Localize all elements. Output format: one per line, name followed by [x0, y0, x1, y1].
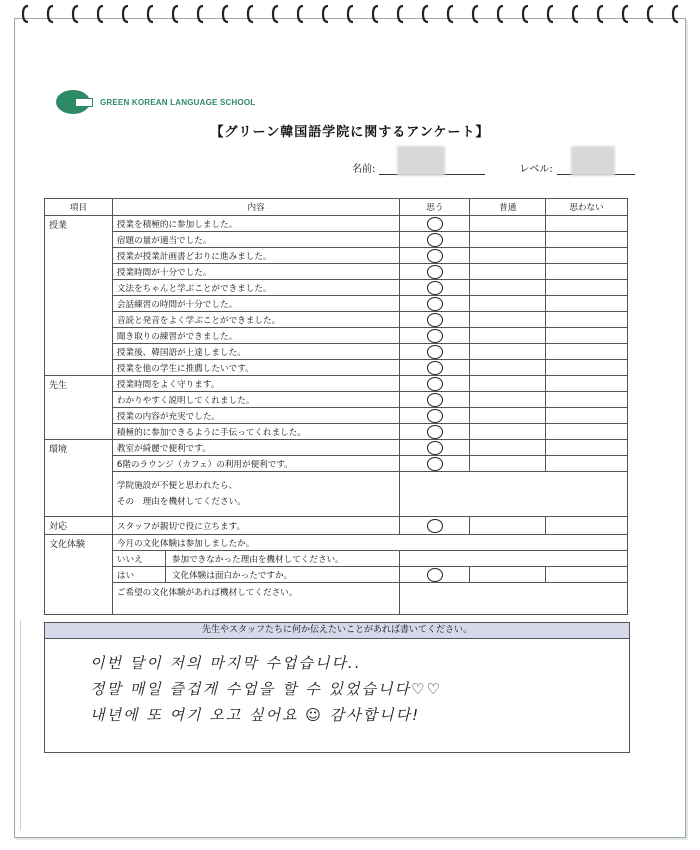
- row-text: 聞き取りの練習ができました。: [112, 328, 400, 344]
- circle-mark: [427, 233, 443, 247]
- culture-yes-row: [112, 567, 400, 583]
- agree-cell[interactable]: [400, 216, 470, 232]
- disagree-cell[interactable]: [546, 392, 628, 408]
- row-text: 授業を積極的に参加しました。: [112, 216, 400, 232]
- category-service: 対応: [45, 517, 113, 535]
- row-text: 授業時間が十分でした。: [112, 264, 400, 280]
- disagree-cell[interactable]: [546, 517, 628, 535]
- agree-cell[interactable]: [400, 517, 470, 535]
- row-text: 音読と発音をよく学ぶことができました。: [112, 312, 400, 328]
- culture-no-answer[interactable]: [400, 551, 628, 567]
- col-header-agree: 思う: [400, 199, 470, 216]
- col-header-disagree: 思わない: [546, 199, 628, 216]
- neutral-cell[interactable]: [470, 392, 546, 408]
- agree-cell[interactable]: [400, 424, 470, 440]
- page-edge-line: [20, 620, 21, 830]
- spiral-binding: [22, 2, 682, 28]
- disagree-cell[interactable]: [546, 408, 628, 424]
- agree-cell[interactable]: [400, 456, 470, 472]
- row-text: 宿題の量が適当でした。: [112, 232, 400, 248]
- table-row: [45, 296, 628, 312]
- disagree-cell[interactable]: [546, 567, 628, 583]
- disagree-cell[interactable]: [546, 264, 628, 280]
- table-row: [45, 424, 628, 440]
- agree-cell[interactable]: [400, 440, 470, 456]
- level-label: レベル:: [519, 164, 553, 175]
- neutral-cell[interactable]: [470, 296, 546, 312]
- circle-mark: [427, 345, 443, 359]
- disagree-cell[interactable]: [546, 280, 628, 296]
- name-label: 名前:: [352, 164, 376, 175]
- circle-mark: [427, 425, 443, 439]
- circle-mark: [427, 329, 443, 343]
- neutral-cell[interactable]: [470, 408, 546, 424]
- neutral-cell[interactable]: [470, 456, 546, 472]
- row-text: 会話練習の時間が十分でした。: [112, 296, 400, 312]
- table-row: [45, 472, 628, 517]
- circle-mark: [427, 519, 443, 533]
- disagree-cell[interactable]: [546, 424, 628, 440]
- agree-cell[interactable]: [400, 360, 470, 376]
- table-row: [45, 392, 628, 408]
- circle-mark: [427, 393, 443, 407]
- disagree-cell[interactable]: [546, 328, 628, 344]
- school-name: GREEN KOREAN LANGUAGE SCHOOL: [100, 97, 256, 107]
- comment-heading: 先生やスタッフたちに何か伝えたいことがあれば書いてください。: [44, 622, 630, 639]
- neutral-cell[interactable]: [470, 312, 546, 328]
- table-row: [45, 408, 628, 424]
- culture-no-row: [112, 551, 400, 567]
- row-text: 積極的に参加できるように手伝ってくれました。: [112, 424, 400, 440]
- circle-mark: [427, 313, 443, 327]
- circle-mark: [427, 281, 443, 295]
- neutral-cell[interactable]: [470, 440, 546, 456]
- table-row: [45, 232, 628, 248]
- table-row: [45, 517, 628, 535]
- agree-cell[interactable]: [400, 312, 470, 328]
- row-text: わかりやすく説明してくれました。: [112, 392, 400, 408]
- table-row: [45, 583, 628, 615]
- category-culture: 文化体験: [45, 535, 113, 615]
- agree-cell[interactable]: [400, 328, 470, 344]
- agree-cell[interactable]: [400, 296, 470, 312]
- category-environment: 環境: [45, 440, 113, 517]
- table-row: [45, 456, 628, 472]
- neutral-cell[interactable]: [470, 424, 546, 440]
- neutral-cell[interactable]: [470, 280, 546, 296]
- table-row: [45, 344, 628, 360]
- comment-line-3: 내년에 또 여기 오고 싶어요 ☺ 감사합니다!: [90, 706, 421, 724]
- agree-cell[interactable]: [400, 392, 470, 408]
- circle-mark: [427, 457, 443, 471]
- circle-mark: [427, 217, 443, 231]
- col-header-item: 項目: [45, 199, 113, 216]
- circle-mark: [427, 361, 443, 375]
- survey-title: 【グリーン韓国語学院に関するアンケート】: [210, 125, 490, 140]
- name-field: [379, 162, 485, 175]
- disagree-cell[interactable]: [546, 344, 628, 360]
- disagree-cell[interactable]: [546, 248, 628, 264]
- agree-cell[interactable]: [400, 232, 470, 248]
- category-lesson: 授業: [45, 216, 113, 376]
- neutral-cell[interactable]: [470, 248, 546, 264]
- culture-yes-label[interactable]: はい: [113, 567, 166, 582]
- neutral-cell[interactable]: [470, 567, 546, 583]
- comment-line-1: 이번 달이 저의 마지막 수업습니다..: [90, 654, 362, 672]
- facility-reason-line2: その 理由を機材してください。: [116, 497, 246, 507]
- agree-cell[interactable]: [400, 264, 470, 280]
- agree-cell[interactable]: [400, 248, 470, 264]
- neutral-cell[interactable]: [470, 264, 546, 280]
- culture-no-text: 参加できなかった理由を機材してください。: [171, 554, 344, 565]
- circle-mark: [427, 297, 443, 311]
- agree-cell[interactable]: [400, 376, 470, 392]
- table-row: [45, 264, 628, 280]
- category-teacher: 先生: [45, 376, 113, 440]
- disagree-cell[interactable]: [546, 440, 628, 456]
- row-text: スタッフが親切で役に立ちます。: [112, 517, 400, 535]
- table-row: [45, 328, 628, 344]
- row-text: 授業が授業計画書どおりに進みました。: [112, 248, 400, 264]
- culture-no-label[interactable]: いいえ: [113, 551, 166, 566]
- table-header-row: [45, 199, 628, 216]
- row-text: 授業後、韓国語が上達しました。: [112, 344, 400, 360]
- agree-cell[interactable]: [400, 408, 470, 424]
- table-row: [45, 248, 628, 264]
- facility-reason-line1: 学院施設が不便と思われたら、: [116, 481, 238, 491]
- disagree-cell[interactable]: [546, 312, 628, 328]
- col-header-neutral: 普通: [470, 199, 546, 216]
- agree-cell[interactable]: [400, 567, 470, 583]
- table-row: [45, 567, 628, 583]
- circle-mark: [427, 441, 443, 455]
- row-text: 授業を他の学生に推薦したいです。: [112, 360, 400, 376]
- table-row: [45, 280, 628, 296]
- circle-mark: [427, 249, 443, 263]
- disagree-cell[interactable]: [546, 376, 628, 392]
- row-text: 授業の内容が充実でした。: [112, 408, 400, 424]
- neutral-cell[interactable]: [470, 344, 546, 360]
- circle-mark: [427, 409, 443, 423]
- school-logo: [56, 90, 255, 114]
- row-text: 教室が綺麗で便利です。: [112, 440, 400, 456]
- disagree-cell[interactable]: [546, 456, 628, 472]
- disagree-cell[interactable]: [546, 232, 628, 248]
- row-text: 授業時間をよく守ります。: [112, 376, 400, 392]
- table-row: [45, 440, 628, 456]
- culture-request-answer[interactable]: [400, 583, 628, 615]
- culture-yes-text: 文化体験は面白かったですか。: [171, 570, 293, 581]
- disagree-cell[interactable]: [546, 360, 628, 376]
- row-text: 文法をちゃんと学ぶことができました。: [112, 280, 400, 296]
- survey-table: [44, 198, 628, 615]
- culture-question: 今月の文化体験は参加しましたか。: [112, 535, 627, 551]
- level-field: [557, 162, 635, 175]
- circle-mark: [427, 265, 443, 279]
- table-row: [45, 376, 628, 392]
- circle-mark: [427, 377, 443, 391]
- table-row: [45, 551, 628, 567]
- col-header-content: 内容: [112, 199, 400, 216]
- disagree-cell[interactable]: [546, 296, 628, 312]
- comment-line-2: 정말 매일 즐겁게 수업을 할 수 있었습니다♡♡: [90, 680, 442, 698]
- neutral-cell[interactable]: [470, 328, 546, 344]
- neutral-cell[interactable]: [470, 360, 546, 376]
- neutral-cell[interactable]: [470, 232, 546, 248]
- name-level-row: [352, 160, 635, 175]
- neutral-cell[interactable]: [470, 517, 546, 535]
- neutral-cell[interactable]: [470, 216, 546, 232]
- school-logo-mark: [56, 90, 90, 114]
- neutral-cell[interactable]: [470, 376, 546, 392]
- row-text: 6階のラウンジ（カフェ）の利用が便利です。: [112, 456, 400, 472]
- agree-cell[interactable]: [400, 344, 470, 360]
- facility-reason-prompt: [112, 472, 400, 517]
- disagree-cell[interactable]: [546, 216, 628, 232]
- table-row: [45, 360, 628, 376]
- table-row: [45, 216, 628, 232]
- agree-cell[interactable]: [400, 280, 470, 296]
- table-row: [45, 535, 628, 551]
- facility-reason-answer[interactable]: [400, 472, 628, 517]
- circle-mark: [427, 568, 443, 582]
- culture-request: ご希望の文化体験があれば機材してください。: [112, 583, 400, 615]
- table-row: [45, 312, 628, 328]
